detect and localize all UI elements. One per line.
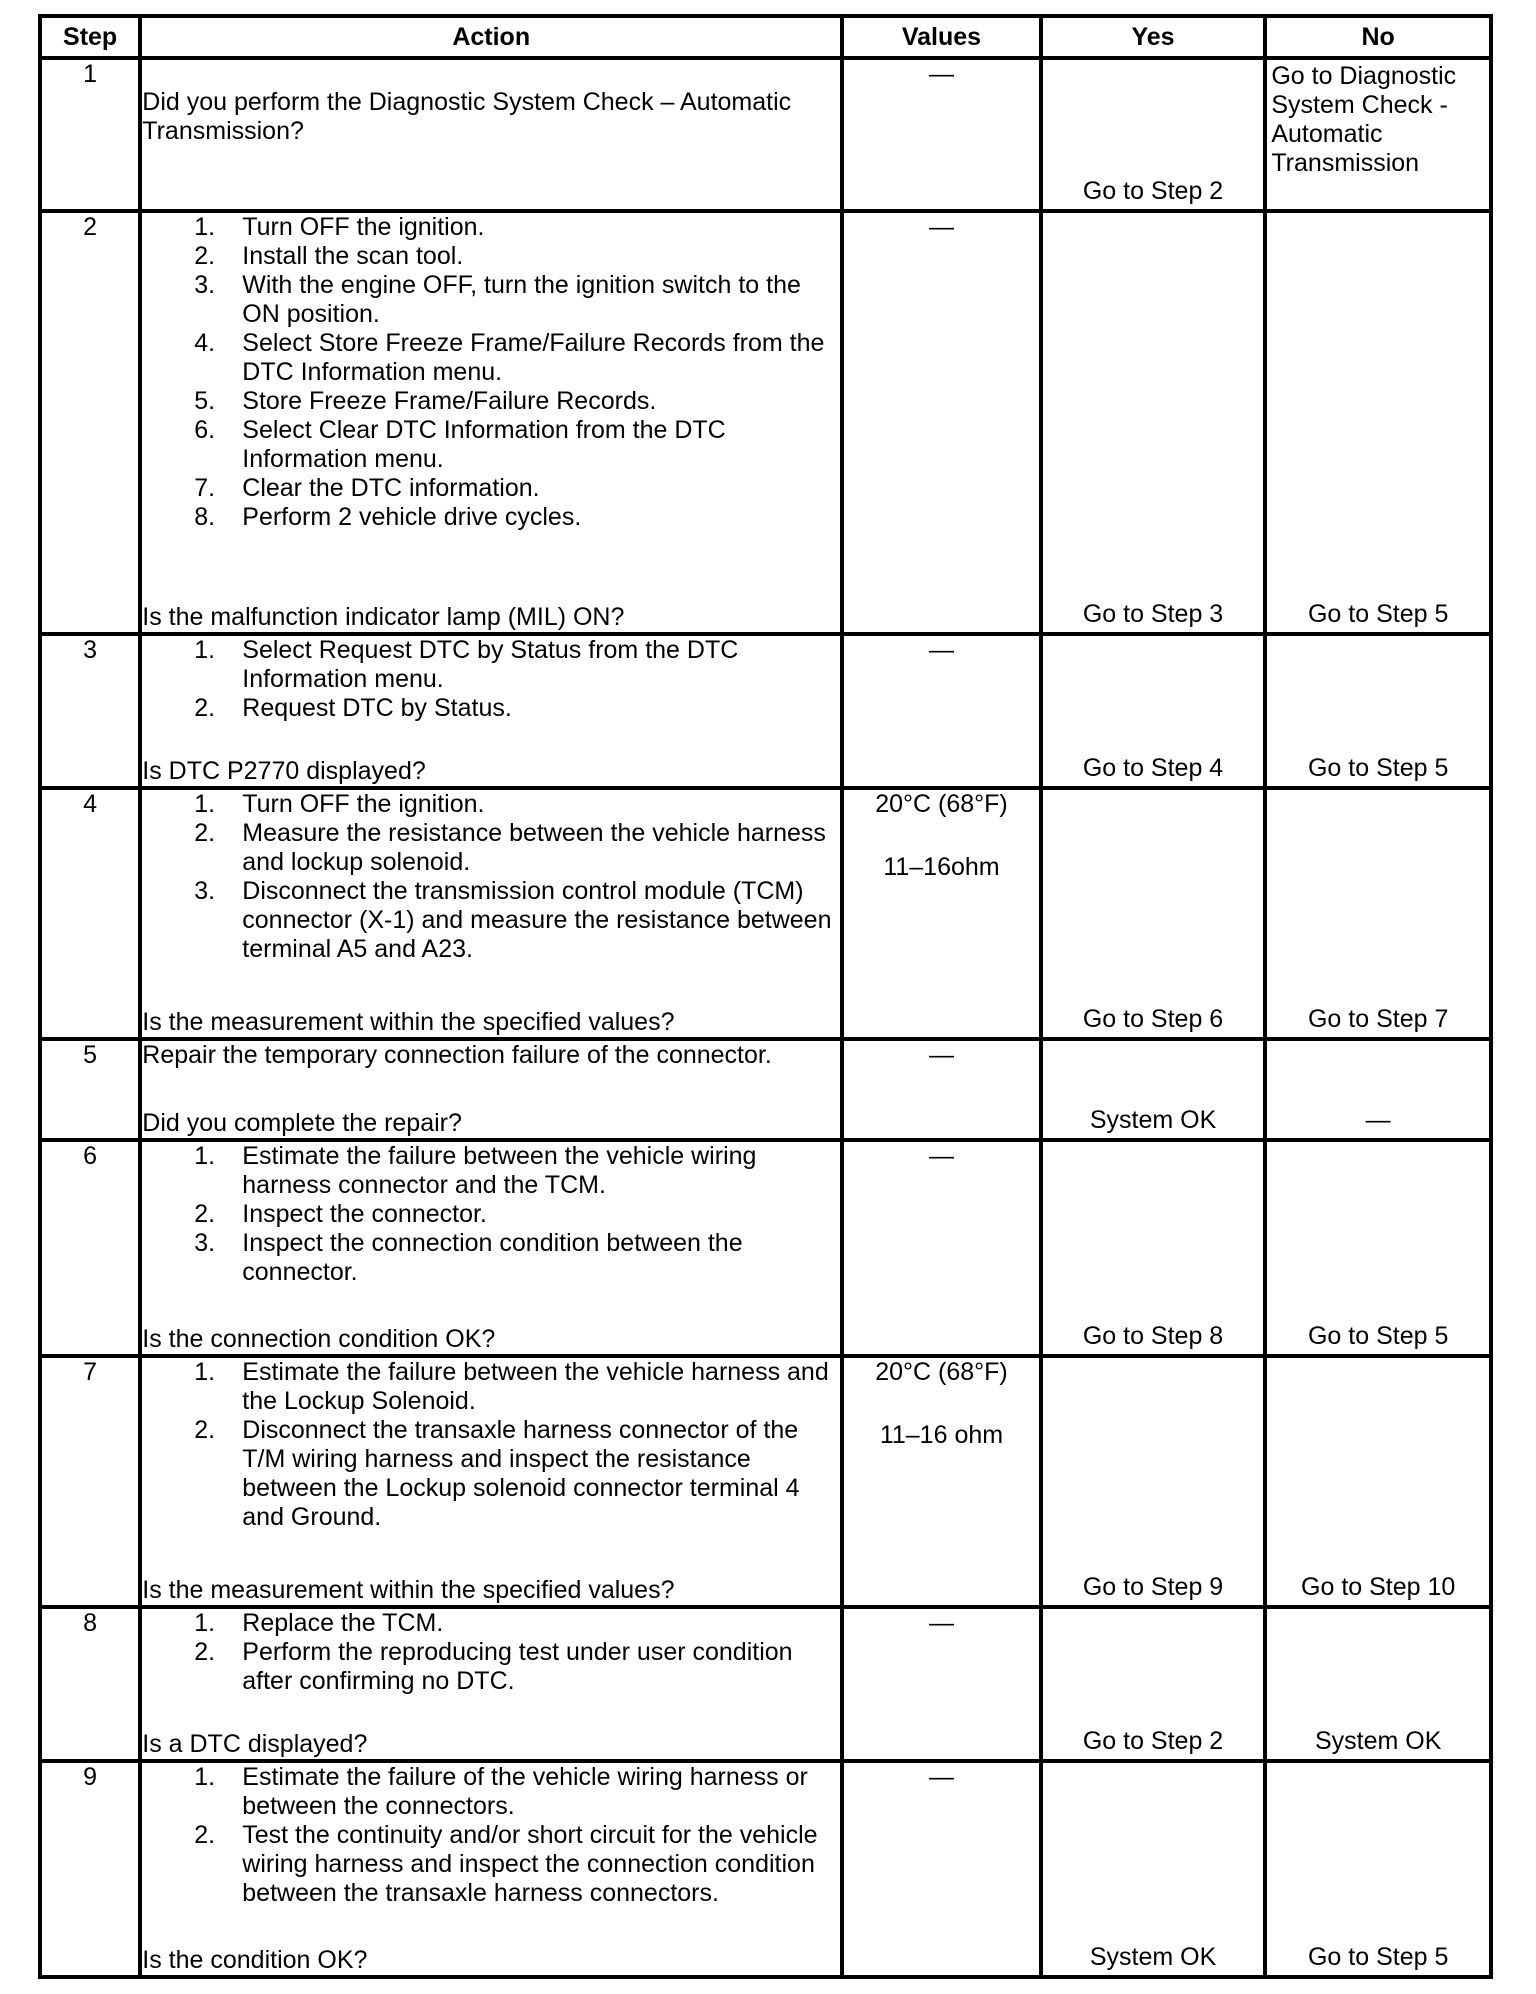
step-number: 1 [40, 58, 140, 211]
list-item-text: Select Store Freeze Frame/Failure Records from the DTC Information menu. [242, 329, 825, 387]
action-content [142, 1358, 840, 1605]
no-result: Go to Step 5 [1307, 754, 1449, 783]
action-question: Is DTC P2770 displayed? [142, 757, 426, 786]
list-item-number: 2. [194, 1637, 216, 1666]
yes-result: Go to Step 3 [1082, 599, 1224, 628]
yes-result: Go to Step 2 [1082, 177, 1224, 206]
values-cell [842, 1356, 1041, 1607]
list-item [142, 1763, 840, 1821]
list-item-number: 2. [194, 1199, 216, 1228]
action-cell [140, 634, 842, 788]
table-body [40, 58, 1491, 1977]
action-top [142, 1609, 840, 1696]
yes-cell [1041, 1761, 1266, 1977]
no-cell [1265, 211, 1491, 634]
action-steps-list [142, 790, 840, 964]
action-content [142, 1041, 840, 1138]
list-item-number: 1. [194, 1762, 216, 1791]
table-row [40, 634, 1491, 788]
no-result: Go to Step 10 [1301, 1572, 1456, 1601]
list-item-number: 1. [194, 1357, 216, 1386]
list-item [142, 636, 840, 694]
value-text: 20°C (68°F) [875, 1357, 1008, 1386]
no-result: — [1365, 1105, 1391, 1134]
action-steps-list [142, 1142, 840, 1287]
action-cell [140, 1761, 842, 1977]
action-question: Did you complete the repair? [142, 1108, 462, 1137]
list-item-number: 2. [194, 693, 216, 722]
value-text: — [928, 1141, 954, 1170]
action-question: Is the malfunction indicator lamp (MIL) ON? [142, 602, 625, 631]
yes-result: Go to Step 2 [1082, 1726, 1224, 1755]
step-number: 5 [40, 1039, 140, 1140]
action-top [142, 1142, 840, 1287]
yes-cell [1041, 1039, 1266, 1140]
step-number: 8 [40, 1607, 140, 1761]
list-item-text: Clear the DTC information. [242, 474, 540, 503]
table-row [40, 1039, 1491, 1140]
action-cell [140, 788, 842, 1039]
action-steps-list [142, 1358, 840, 1532]
yes-result: Go to Step 4 [1082, 754, 1224, 783]
table-row [40, 58, 1491, 211]
step-number: 4 [40, 788, 140, 1039]
value-text: 11–16ohm [883, 853, 1000, 882]
no-result: Go to Step 5 [1307, 1321, 1449, 1350]
value-text: 11–16 ohm [879, 1420, 1004, 1449]
list-item-number: 4. [194, 329, 216, 358]
list-item-number: 3. [194, 877, 216, 906]
list-item-number: 3. [194, 271, 216, 300]
yes-result: Go to Step 8 [1082, 1321, 1224, 1350]
list-item [142, 416, 840, 474]
action-content [142, 213, 840, 632]
action-content [142, 790, 840, 1037]
no-cell [1265, 1140, 1491, 1356]
list-item [142, 1358, 840, 1416]
header-action: Action [140, 16, 842, 58]
list-item-text: Turn OFF the ignition. [242, 790, 485, 819]
list-item [142, 694, 840, 723]
yes-cell [1041, 1356, 1266, 1607]
no-result: System OK [1314, 1726, 1442, 1755]
list-item [142, 387, 840, 416]
action-question: Is the condition OK? [142, 1946, 368, 1974]
action-cell [140, 1607, 842, 1761]
list-item-text: Select Request DTC by Status from the DTC Information menu. [242, 635, 739, 693]
value-text: — [928, 1608, 954, 1637]
table-row [40, 1607, 1491, 1761]
no-result: Go to Step 5 [1307, 1943, 1449, 1971]
list-item-number: 3. [194, 1228, 216, 1257]
list-item-number: 2. [194, 242, 216, 271]
value-text: — [928, 1762, 954, 1791]
action-question: Is the connection condition OK? [142, 1324, 496, 1353]
list-item [142, 213, 840, 242]
table-row [40, 1356, 1491, 1607]
list-item-number: 2. [194, 1415, 216, 1444]
no-result: Go to Step 5 [1307, 599, 1449, 628]
action-top [142, 636, 840, 723]
no-result: Go to Diagnostic System Check - Automatic Transmission [1271, 62, 1457, 177]
action-question: Is the measurement within the specified values? [142, 1007, 675, 1036]
header-step: Step [40, 16, 140, 58]
list-item-text: Select Clear DTC Information from the DTC Information menu. [242, 416, 726, 474]
yes-result: Go to Step 6 [1082, 1004, 1224, 1033]
list-item-text: Disconnect the transaxle harness connector of the T/M wiring harness and inspect the resistance between the Lockup solenoid connector terminal 4 and Ground. [242, 1415, 800, 1531]
action-content [142, 1609, 840, 1759]
table-row [40, 1761, 1491, 1977]
values-cell [842, 634, 1041, 788]
action-content [142, 636, 840, 786]
no-cell [1265, 1039, 1491, 1140]
values-cell [842, 1039, 1041, 1140]
list-item-text: Estimate the failure between the vehicle wiring harness connector and the TCM. [242, 1141, 757, 1199]
list-item [142, 242, 840, 271]
action-steps-list [142, 1763, 840, 1908]
table-row [40, 211, 1491, 634]
list-item [142, 329, 840, 387]
values-cell [842, 788, 1041, 1039]
list-item-text: Turn OFF the ignition. [242, 213, 485, 242]
list-item-number: 2. [194, 819, 216, 848]
list-item-text: Estimate the failure between the vehicle harness and the Lockup Solenoid. [242, 1357, 829, 1415]
no-cell [1265, 1356, 1491, 1607]
yes-cell [1041, 1607, 1266, 1761]
value-text: 20°C (68°F) [875, 790, 1008, 819]
list-item-text: Inspect the connection condition between the connector. [242, 1228, 743, 1286]
list-item-number: 2. [194, 1820, 216, 1849]
value-text: — [928, 213, 954, 242]
list-item [142, 1200, 840, 1229]
values-cell [842, 1761, 1041, 1977]
values-cell [842, 58, 1041, 211]
list-item-number: 7. [194, 474, 216, 503]
step-number: 7 [40, 1356, 140, 1607]
value-text: — [928, 635, 954, 664]
list-item-number: 6. [194, 416, 216, 445]
list-item [142, 1416, 840, 1532]
list-item-text: Replace the TCM. [242, 1608, 444, 1637]
action-steps-list [142, 1609, 840, 1696]
list-item [142, 877, 840, 964]
yes-cell [1041, 1140, 1266, 1356]
action-cell [140, 1039, 842, 1140]
action-intro: Did you perform the Diagnostic System Check – Automatic Transmission? [142, 88, 792, 145]
no-cell [1265, 634, 1491, 788]
action-content [142, 1142, 840, 1354]
list-item-text: Measure the resistance between the vehicle harness and lockup solenoid. [242, 819, 826, 877]
list-item [142, 1142, 840, 1200]
list-item-text: Store Freeze Frame/Failure Records. [242, 387, 657, 416]
values-spacer [844, 819, 1039, 853]
action-steps-list [142, 636, 840, 723]
list-item-number: 1. [194, 635, 216, 664]
values-spacer [844, 1387, 1039, 1421]
no-cell [1265, 1607, 1491, 1761]
step-number: 9 [40, 1761, 140, 1977]
no-result: Go to Step 7 [1307, 1004, 1449, 1033]
list-item [142, 790, 840, 819]
action-top [142, 1041, 840, 1070]
values-cell [842, 1140, 1041, 1356]
no-cell [1265, 58, 1491, 211]
action-top [142, 790, 840, 964]
list-item-text: Disconnect the transmission control module (TCM) connector (X-1) and measure the resistance between terminal A5 and A23. [242, 877, 832, 964]
action-cell [140, 1356, 842, 1607]
action-steps-list [142, 213, 840, 532]
yes-cell [1041, 58, 1266, 211]
step-number: 3 [40, 634, 140, 788]
action-content [142, 1763, 840, 1975]
action-top [142, 60, 840, 146]
list-item-number: 1. [194, 1141, 216, 1170]
action-question: Is a DTC displayed? [142, 1729, 368, 1758]
list-item [142, 1638, 840, 1696]
value-text: — [928, 60, 954, 88]
list-item-number: 1. [194, 213, 216, 242]
list-item [142, 1229, 840, 1287]
list-item-text: Inspect the connector. [242, 1199, 487, 1228]
list-item [142, 271, 840, 329]
yes-result: Go to Step 9 [1082, 1572, 1224, 1601]
list-item [142, 1609, 840, 1638]
list-item-number: 5. [194, 387, 216, 416]
values-cell [842, 211, 1041, 634]
list-item-number: 1. [194, 1608, 216, 1637]
list-item-text: Request DTC by Status. [242, 693, 512, 722]
step-number: 2 [40, 211, 140, 634]
header-yes: Yes [1041, 16, 1266, 58]
list-item [142, 503, 840, 532]
action-top [142, 1358, 840, 1532]
list-item-text: Install the scan tool. [242, 242, 464, 271]
yes-cell [1041, 211, 1266, 634]
action-content [142, 60, 840, 209]
action-top [142, 1763, 840, 1908]
action-top [142, 213, 840, 532]
list-item-number: 1. [194, 790, 216, 819]
table-row [40, 788, 1491, 1039]
header-no: No [1265, 16, 1491, 58]
action-cell [140, 58, 842, 211]
table-row [40, 1140, 1491, 1356]
action-intro: Repair the temporary connection failure of the connector. [142, 1040, 772, 1069]
step-number: 6 [40, 1140, 140, 1356]
no-cell [1265, 1761, 1491, 1977]
list-item-text: With the engine OFF, turn the ignition switch to the ON position. [242, 271, 801, 329]
list-item-text: Estimate the failure of the vehicle wiring harness or between the connectors. [242, 1762, 808, 1820]
header-values: Values [842, 16, 1041, 58]
no-cell [1265, 788, 1491, 1039]
yes-cell [1041, 634, 1266, 788]
list-item [142, 819, 840, 877]
list-item-text: Test the continuity and/or short circuit for the vehicle wiring harness and inspect the connection condition between the transaxle harness connectors. [242, 1820, 818, 1907]
values-cell [842, 1607, 1041, 1761]
yes-result: System OK [1089, 1943, 1217, 1971]
action-cell [140, 211, 842, 634]
yes-cell [1041, 788, 1266, 1039]
list-item-number: 8. [194, 503, 216, 532]
action-cell [140, 1140, 842, 1356]
yes-result: System OK [1089, 1105, 1217, 1134]
diagnostic-table [38, 14, 1493, 1979]
list-item-text: Perform the reproducing test under user condition after confirming no DTC. [242, 1637, 793, 1695]
header-row [40, 16, 1491, 58]
list-item-text: Perform 2 vehicle drive cycles. [242, 503, 582, 532]
value-text: — [928, 1040, 954, 1069]
list-item [142, 474, 840, 503]
action-question: Is the measurement within the specified values? [142, 1575, 675, 1604]
list-item [142, 1821, 840, 1908]
